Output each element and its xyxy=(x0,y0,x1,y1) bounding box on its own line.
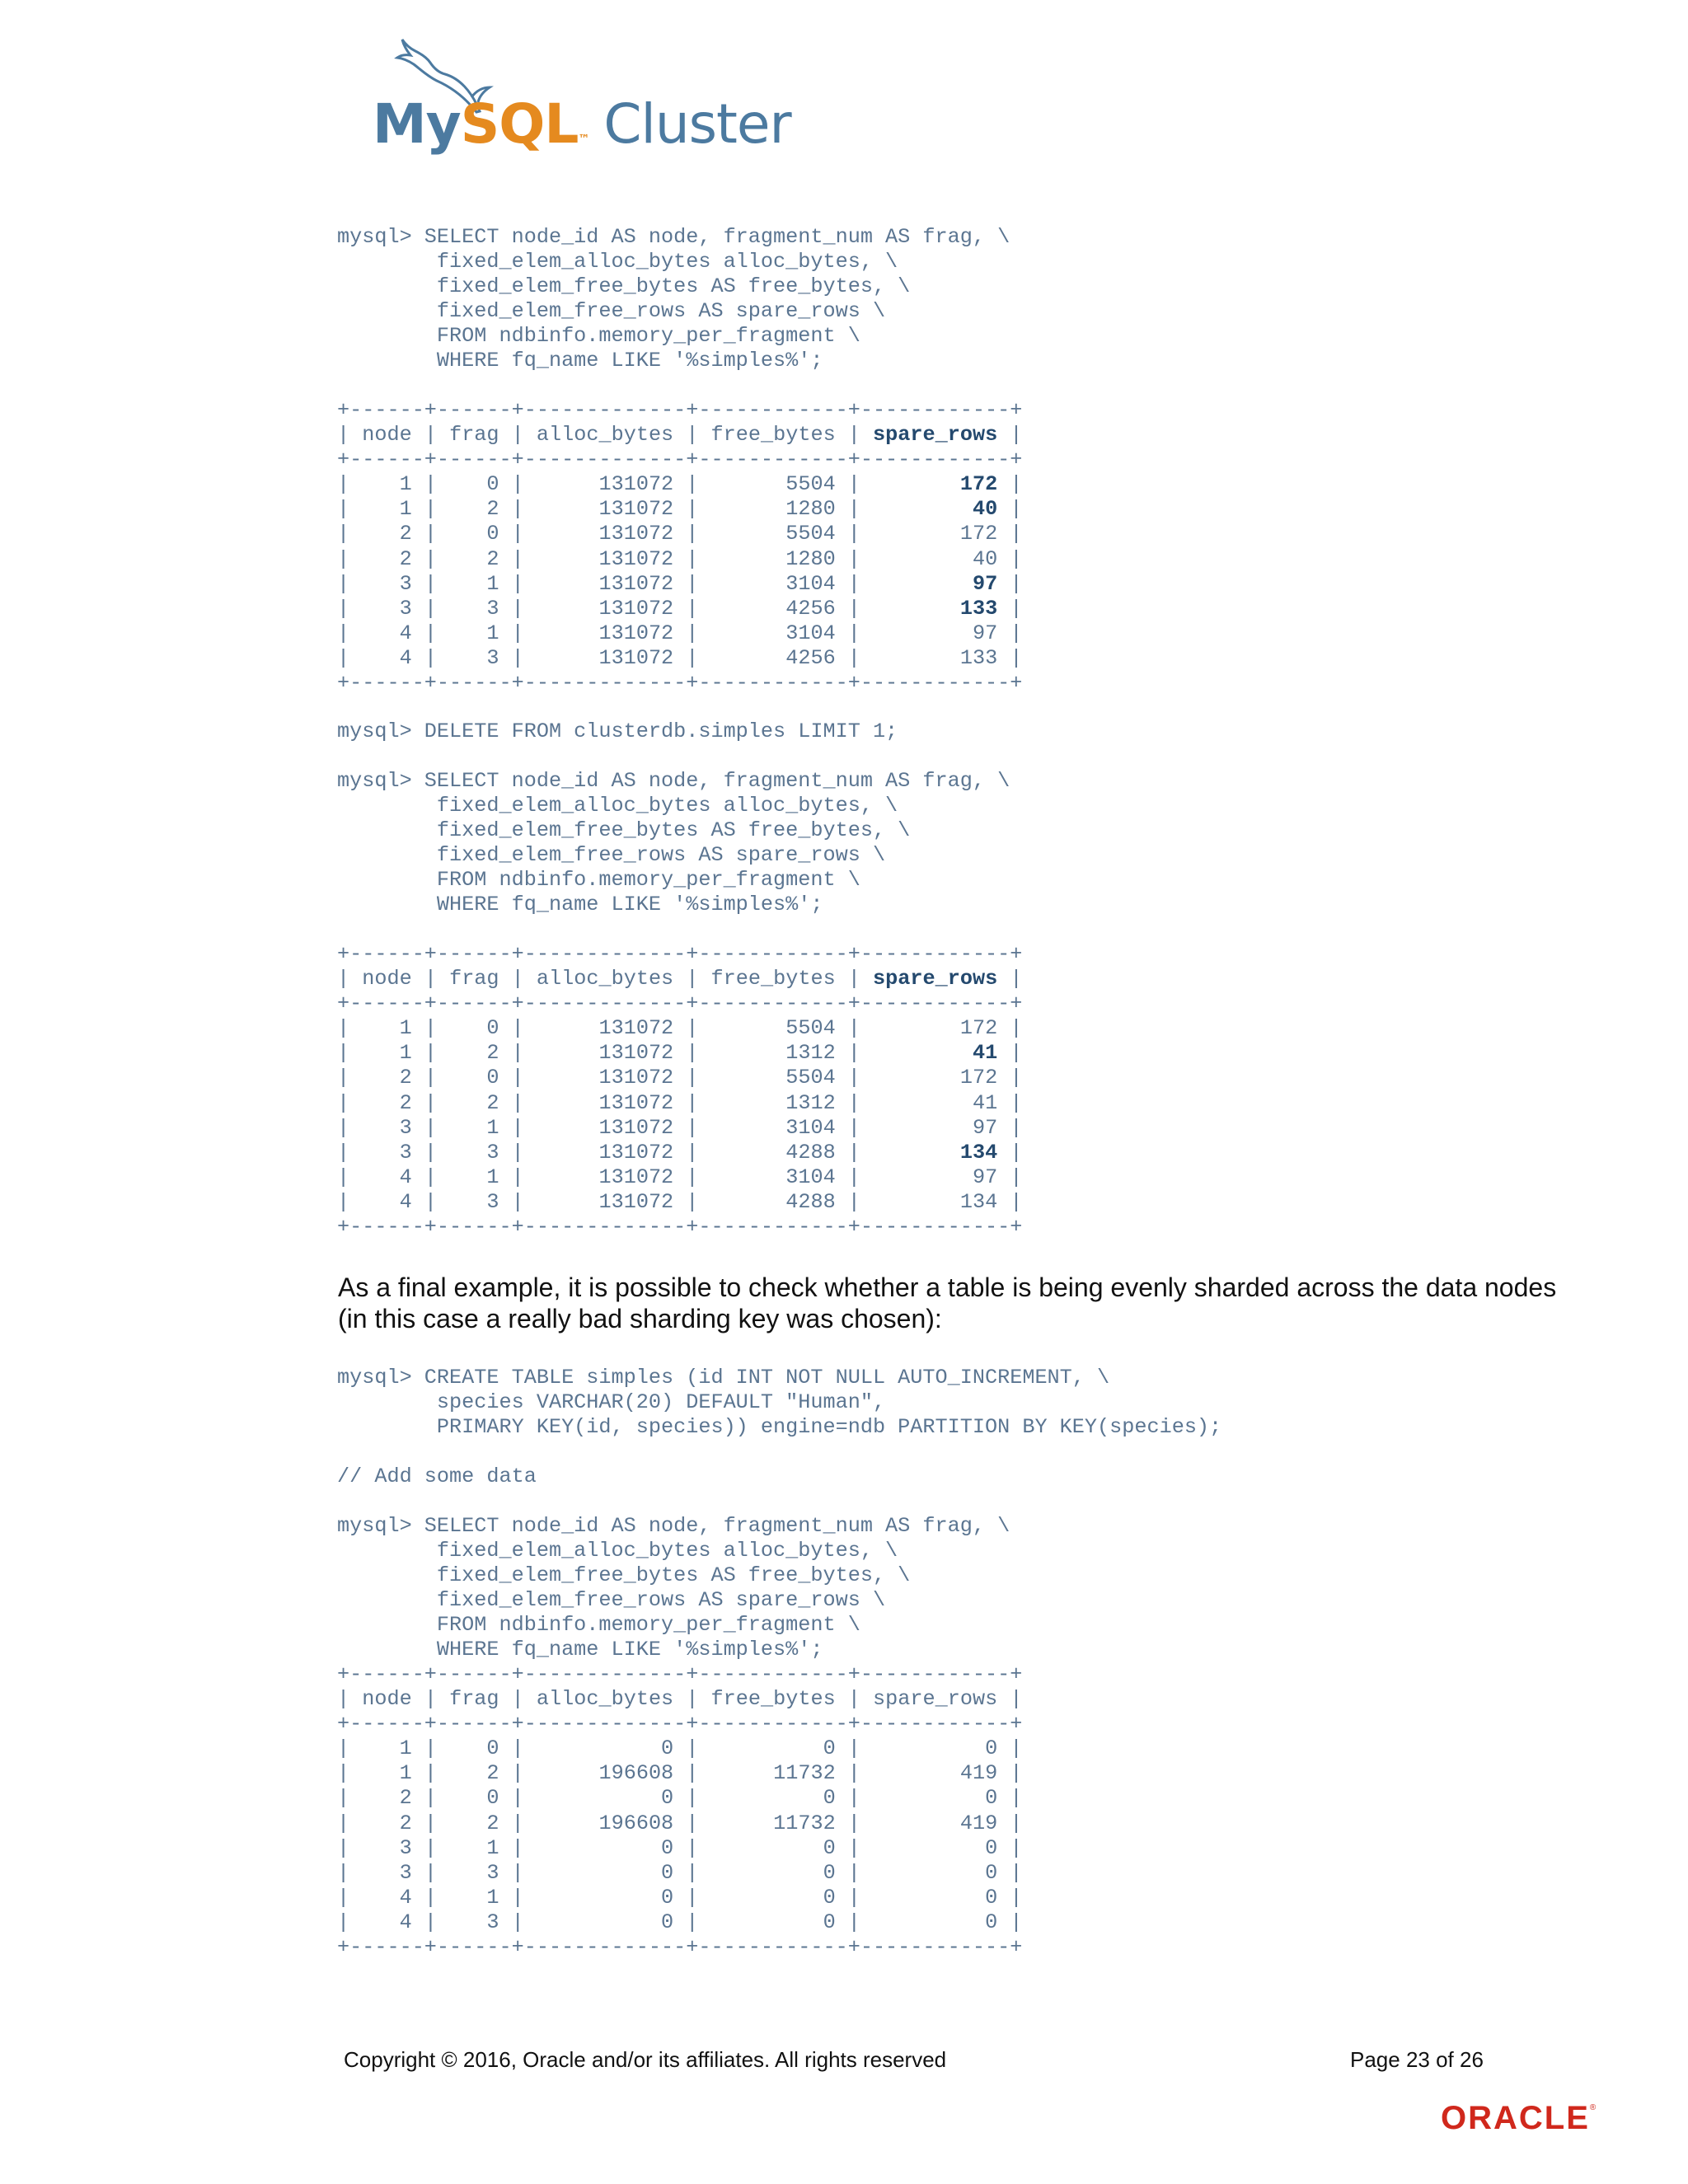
table-cell: 40 xyxy=(873,546,998,571)
table-cell: 3 xyxy=(449,1860,499,1885)
table-cell: 131072 xyxy=(536,571,674,596)
table-header-cell: spare_rows xyxy=(873,423,998,448)
table-cell: 40 xyxy=(873,497,998,522)
create-table-statement xyxy=(337,1366,1221,1440)
table-cell: 131072 xyxy=(536,497,674,522)
table-header-cell: alloc_bytes xyxy=(536,967,674,991)
code-line: mysql> SELECT node_id AS node, fragment_num AS frag, \ xyxy=(337,225,1010,249)
table-cell: 5504 xyxy=(710,1016,836,1041)
table-cell: 4 xyxy=(362,1885,412,1910)
table-header-cell: spare_rows xyxy=(873,967,998,991)
table-cell: 0 xyxy=(449,1786,499,1811)
table-cell: 3 xyxy=(362,1115,412,1140)
table-cell: 172 xyxy=(873,1016,998,1041)
table-cell: 0 xyxy=(710,1736,836,1761)
table-cell: 0 xyxy=(710,1835,836,1860)
table-cell: 1312 xyxy=(710,1041,836,1066)
table-cell: 4 xyxy=(362,1910,412,1934)
table-cell: 131072 xyxy=(536,645,674,670)
table-cell: 2 xyxy=(362,1811,412,1835)
oracle-wordmark: ORACLE xyxy=(1441,2100,1590,2136)
table-cell: 134 xyxy=(873,1189,998,1214)
code-line: WHERE fq_name LIKE '%simples%'; xyxy=(337,1638,823,1662)
code-line: fixed_elem_free_bytes AS free_bytes, \ xyxy=(337,818,911,843)
table-cell: 1280 xyxy=(710,546,836,571)
code-line: species VARCHAR(20) DEFAULT "Human", xyxy=(337,1390,886,1415)
table-cell: 4 xyxy=(362,621,412,645)
table-header-cell: frag xyxy=(449,967,499,991)
table-cell: 0 xyxy=(449,1736,499,1761)
code-line: fixed_elem_free_rows AS spare_rows \ xyxy=(337,843,886,868)
table-header-cell: frag xyxy=(449,1687,499,1712)
table-cell: 131072 xyxy=(536,1189,674,1214)
table-cell: 4256 xyxy=(710,645,836,670)
table-cell: 0 xyxy=(449,1066,499,1090)
code-line: FROM ndbinfo.memory_per_fragment \ xyxy=(337,1613,860,1638)
code-comment xyxy=(337,1465,537,1489)
code-line: WHERE fq_name LIKE '%simples%'; xyxy=(337,349,823,373)
table-cell: 3 xyxy=(362,571,412,596)
table-cell: 0 xyxy=(710,1860,836,1885)
table-cell: 131072 xyxy=(536,522,674,546)
table-cell: 2 xyxy=(449,1090,499,1115)
logo-trademark: ™ xyxy=(578,133,589,146)
table-cell: 3 xyxy=(362,1140,412,1165)
table-cell: 2 xyxy=(362,1090,412,1115)
code-line: // Add some data xyxy=(337,1465,537,1488)
table-cell: 131072 xyxy=(536,1066,674,1090)
mysql-cluster-logo xyxy=(373,33,791,165)
table-cell: 1280 xyxy=(710,497,836,522)
table-cell: 131072 xyxy=(536,1016,674,1041)
table-cell: 3104 xyxy=(710,571,836,596)
table-header-cell: free_bytes xyxy=(710,967,836,991)
table-cell: 2 xyxy=(362,522,412,546)
table-cell: 131072 xyxy=(536,596,674,621)
table-cell: 3104 xyxy=(710,621,836,645)
table-cell: 3 xyxy=(449,1140,499,1165)
table-cell: 11732 xyxy=(710,1811,836,1835)
table-cell: 1 xyxy=(362,1041,412,1066)
table-cell: 172 xyxy=(873,1066,998,1090)
code-line: fixed_elem_free_rows AS spare_rows \ xyxy=(337,299,886,324)
table-cell: 0 xyxy=(536,1910,674,1934)
table-header-cell: frag xyxy=(449,423,499,448)
table-cell: 3 xyxy=(362,596,412,621)
table-cell: 2 xyxy=(362,1066,412,1090)
table-cell: 97 xyxy=(873,621,998,645)
code-line: mysql> SELECT node_id AS node, fragment_num AS frag, \ xyxy=(337,769,1010,793)
table-cell: 419 xyxy=(873,1761,998,1786)
table-cell: 419 xyxy=(873,1811,998,1835)
table-cell: 131072 xyxy=(536,546,674,571)
code-line: fixed_elem_alloc_bytes alloc_bytes, \ xyxy=(337,794,898,818)
table-cell: 0 xyxy=(873,1736,998,1761)
table-cell: 3 xyxy=(449,1910,499,1934)
result-table-2: +------+------+-------------+------------+------------+ | node | frag | alloc_bytes | free_bytes | spare_rows | +------+------+-------------+------------+------------+ | 1 | 0 | 131072 | 5504 | 172 | | 1 | 2 | 131072 | 1312 | 41 | | 2 | 0 | 131072 | 5504 | 172 | | 2 | 2 | 131072 | 1312 | 41 | | 3 | 1 | 131072 | 3104 | 97 | | 3 | 3 | 131072 | 4288 | 134 | | 4 | 1 | 131072 | 3104 | 97 | | 4 | 3 | 131072 | 4288 | 134 | +------+------+-------------+------------+------------+ xyxy=(337,942,1023,1240)
body-paragraph: As a final example, it is possible to check whether a table is being evenly sharded across the data nodes (in this case a really bad sharding key was chosen): xyxy=(338,1272,1557,1333)
table-cell: 0 xyxy=(710,1910,836,1934)
table-cell: 4 xyxy=(362,1165,412,1189)
code-line: fixed_elem_free_bytes AS free_bytes, \ xyxy=(337,274,911,299)
table-cell: 2 xyxy=(362,546,412,571)
table-cell: 0 xyxy=(873,1786,998,1811)
table-cell: 1 xyxy=(362,1016,412,1041)
code-line: fixed_elem_free_bytes AS free_bytes, \ xyxy=(337,1563,911,1588)
code-line: mysql> SELECT node_id AS node, fragment_num AS frag, \ xyxy=(337,1514,1010,1538)
table-cell: 41 xyxy=(873,1090,998,1115)
table-cell: 131072 xyxy=(536,1041,674,1066)
delete-statement xyxy=(337,719,898,744)
table-header-cell: spare_rows xyxy=(873,1687,998,1712)
table-cell: 5504 xyxy=(710,472,836,497)
table-cell: 1 xyxy=(362,1736,412,1761)
table-cell: 2 xyxy=(449,497,499,522)
table-header-cell: node xyxy=(362,1687,412,1712)
result-table-1: +------+------+-------------+------------+------------+ | node | frag | alloc_bytes | free_bytes | spare_rows | +------+------+-------------+------------+------------+ | 1 | 0 | 131072 | 5504 | 172 | | 1 | 2 | 131072 | 1280 | 40 | | 2 | 0 | 131072 | 5504 | 172 | | 2 | 2 | 131072 | 1280 | 40 | | 3 | 1 | 131072 | 3104 | 97 | | 3 | 3 | 131072 | 4256 | 133 | | 4 | 1 | 131072 | 3104 | 97 | | 4 | 3 | 131072 | 4256 | 133 | +------+------+-------------+------------+------------+ xyxy=(337,398,1023,696)
table-cell: 0 xyxy=(873,1835,998,1860)
table-header-cell: free_bytes xyxy=(710,423,836,448)
table-cell: 3 xyxy=(362,1835,412,1860)
table-cell: 133 xyxy=(873,645,998,670)
table-cell: 1312 xyxy=(710,1090,836,1115)
select-query-2 xyxy=(337,769,1010,918)
oracle-logo xyxy=(1441,2100,1597,2137)
table-cell: 1 xyxy=(449,1165,499,1189)
code-line: FROM ndbinfo.memory_per_fragment \ xyxy=(337,324,860,349)
code-line: WHERE fq_name LIKE '%simples%'; xyxy=(337,893,823,917)
table-cell: 1 xyxy=(449,621,499,645)
table-cell: 131072 xyxy=(536,1140,674,1165)
table-header-cell: node xyxy=(362,423,412,448)
oracle-registered-mark: ® xyxy=(1589,2103,1598,2112)
table-header-cell: free_bytes xyxy=(710,1687,836,1712)
table-cell: 2 xyxy=(449,1811,499,1835)
table-cell: 0 xyxy=(449,1016,499,1041)
code-line: fixed_elem_free_rows AS spare_rows \ xyxy=(337,1588,886,1613)
table-cell: 3 xyxy=(449,1189,499,1214)
table-cell: 1 xyxy=(362,497,412,522)
table-cell: 1 xyxy=(449,1885,499,1910)
table-cell: 131072 xyxy=(536,621,674,645)
table-cell: 0 xyxy=(873,1910,998,1934)
table-cell: 3104 xyxy=(710,1165,836,1189)
table-cell: 0 xyxy=(873,1885,998,1910)
table-cell: 4 xyxy=(362,1189,412,1214)
table-cell: 1 xyxy=(449,1115,499,1140)
table-cell: 97 xyxy=(873,1115,998,1140)
table-cell: 97 xyxy=(873,571,998,596)
table-cell: 4256 xyxy=(710,596,836,621)
table-cell: 5504 xyxy=(710,1066,836,1090)
footer-page-number: Page 23 of 26 xyxy=(1350,2047,1484,2072)
table-cell: 172 xyxy=(873,472,998,497)
table-cell: 0 xyxy=(449,522,499,546)
table-cell: 4 xyxy=(362,645,412,670)
table-cell: 172 xyxy=(873,522,998,546)
table-cell: 2 xyxy=(362,1786,412,1811)
table-cell: 0 xyxy=(536,1835,674,1860)
table-cell: 196608 xyxy=(536,1761,674,1786)
table-cell: 3 xyxy=(449,645,499,670)
code-line: FROM ndbinfo.memory_per_fragment \ xyxy=(337,868,860,893)
table-cell: 131072 xyxy=(536,1165,674,1189)
table-cell: 3 xyxy=(362,1860,412,1885)
table-cell: 4288 xyxy=(710,1189,836,1214)
table-header-cell: node xyxy=(362,967,412,991)
table-cell: 3104 xyxy=(710,1115,836,1140)
table-cell: 1 xyxy=(449,571,499,596)
select-query-1 xyxy=(337,225,1010,374)
table-header-cell: alloc_bytes xyxy=(536,423,674,448)
table-header-cell: alloc_bytes xyxy=(536,1687,674,1712)
result-table-3: +------+------+-------------+------------+------------+ | node | frag | alloc_bytes | free_bytes | spare_rows | +------+------+-------------+------------+------------+ | 1 | 0 | 0 | 0 | 0 | | 1 | 2 | 196608 | 11732 | 419 | | 2 | 0 | 0 | 0 | 0 | | 2 | 2 | 196608 | 11732 | 419 | | 3 | 1 | 0 | 0 | 0 | | 3 | 3 | 0 | 0 | 0 | | 4 | 1 | 0 | 0 | 0 | | 4 | 3 | 0 | 0 | 0 | +------+------+-------------+------------+------------+ xyxy=(337,1662,1023,1960)
table-cell: 196608 xyxy=(536,1811,674,1835)
table-cell: 131072 xyxy=(536,1115,674,1140)
table-cell: 41 xyxy=(873,1041,998,1066)
select-query-3 xyxy=(337,1514,1010,1663)
code-line: fixed_elem_alloc_bytes alloc_bytes, \ xyxy=(337,1539,898,1563)
table-cell: 11732 xyxy=(710,1761,836,1786)
table-cell: 134 xyxy=(873,1140,998,1165)
table-cell: 2 xyxy=(449,1761,499,1786)
table-cell: 1 xyxy=(362,472,412,497)
logo-product: Cluster xyxy=(603,92,791,156)
table-cell: 0 xyxy=(710,1786,836,1811)
table-cell: 2 xyxy=(449,546,499,571)
table-cell: 133 xyxy=(873,596,998,621)
table-cell: 131072 xyxy=(536,1090,674,1115)
table-cell: 1 xyxy=(449,1835,499,1860)
table-cell: 0 xyxy=(449,472,499,497)
table-cell: 0 xyxy=(710,1885,836,1910)
table-cell: 131072 xyxy=(536,472,674,497)
table-cell: 97 xyxy=(873,1165,998,1189)
table-cell: 1 xyxy=(362,1761,412,1786)
code-line: PRIMARY KEY(id, species)) engine=ndb PARTITION BY KEY(species); xyxy=(337,1415,1222,1440)
table-cell: 2 xyxy=(449,1041,499,1066)
table-cell: 3 xyxy=(449,596,499,621)
code-line: mysql> CREATE TABLE simples (id INT NOT NULL AUTO_INCREMENT, \ xyxy=(337,1366,1110,1390)
code-line: fixed_elem_alloc_bytes alloc_bytes, \ xyxy=(337,250,898,274)
table-cell: 0 xyxy=(536,1786,674,1811)
table-cell: 4288 xyxy=(710,1140,836,1165)
logo-sql: SQL xyxy=(460,92,579,156)
logo-wordmark xyxy=(373,92,791,156)
table-cell: 0 xyxy=(873,1860,998,1885)
logo-my: My xyxy=(373,92,461,156)
table-cell: 0 xyxy=(536,1885,674,1910)
table-cell: 0 xyxy=(536,1860,674,1885)
table-cell: 0 xyxy=(536,1736,674,1761)
footer-copyright: Copyright © 2016, Oracle and/or its affiliates. All rights reserved xyxy=(344,2047,947,2072)
code-line: mysql> DELETE FROM clusterdb.simples LIMIT 1; xyxy=(337,719,898,743)
table-cell: 5504 xyxy=(710,522,836,546)
